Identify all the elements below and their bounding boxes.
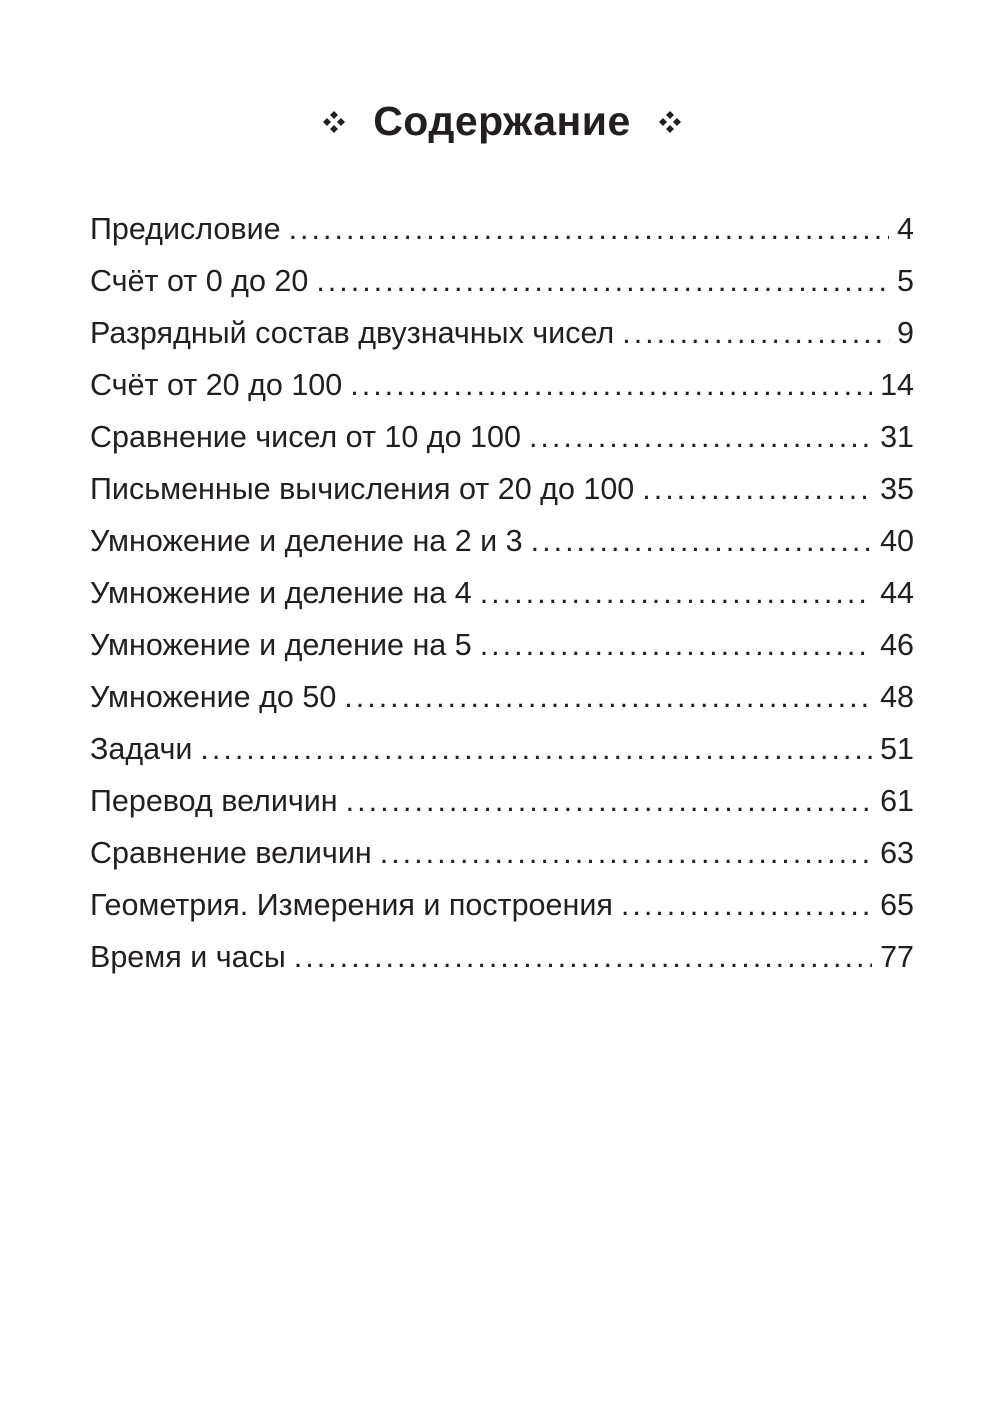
toc-entry-label: Умножение и деление на 2 и 3: [90, 524, 523, 558]
toc-entry-page: 44: [880, 576, 914, 610]
toc-entry-label: Сравнение чисел от 10 до 100: [90, 420, 521, 454]
toc-entry-label: Счёт от 20 до 100: [90, 368, 343, 402]
dot-leader: [350, 362, 872, 408]
toc-entry[interactable]: [90, 518, 914, 570]
toc-entry[interactable]: [90, 778, 914, 830]
toc-entry-label: Письменные вычисления от 20 до 100: [90, 472, 635, 506]
dot-leader: [529, 414, 872, 460]
dot-leader: [316, 258, 889, 304]
toc-entry-label: Умножение до 50: [90, 680, 337, 714]
toc-entry-page: 35: [880, 472, 914, 506]
toc-entry-page: 77: [880, 940, 914, 974]
toc-entry[interactable]: [90, 726, 914, 778]
toc-entry-label: Геометрия. Измерения и построения: [90, 888, 613, 922]
toc-entry-page: 5: [897, 264, 914, 298]
dot-leader: [380, 830, 872, 876]
toc-entry[interactable]: [90, 310, 914, 362]
toc-entry-page: 9: [897, 316, 914, 350]
toc-entry[interactable]: [90, 570, 914, 622]
dot-leader: [480, 570, 872, 616]
toc-entry[interactable]: [90, 258, 914, 310]
toc-entry-page: 63: [880, 836, 914, 870]
toc-entry-label: Умножение и деление на 5: [90, 628, 472, 662]
toc-entry-label: Перевод величин: [90, 784, 338, 818]
dot-leader: [289, 206, 889, 252]
toc-entry-label: Сравнение величин: [90, 836, 372, 870]
toc-entry-label: Предисловие: [90, 212, 281, 246]
toc-entry-page: 65: [880, 888, 914, 922]
dot-leader: [294, 934, 872, 980]
toc-entry[interactable]: [90, 934, 914, 986]
toc-entry-page: 46: [880, 628, 914, 662]
toc-entry[interactable]: [90, 622, 914, 674]
toc-entry[interactable]: [90, 882, 914, 934]
toc-entry-label: Счёт от 0 до 20: [90, 264, 309, 298]
page-header: [0, 98, 1004, 145]
ornament-right-icon: [657, 109, 683, 135]
dot-leader: [621, 882, 872, 928]
toc-entry-page: 40: [880, 524, 914, 558]
toc-entry-label: Задачи: [90, 732, 193, 766]
toc-entry-page: 4: [897, 212, 914, 246]
toc-entry[interactable]: [90, 362, 914, 414]
toc-entry-page: 14: [880, 368, 914, 402]
ornament-left-icon: [321, 109, 347, 135]
dot-leader: [642, 466, 872, 512]
toc-entry[interactable]: [90, 830, 914, 882]
toc-entry-page: 31: [880, 420, 914, 454]
dot-leader: [480, 622, 872, 668]
toc-entry[interactable]: [90, 674, 914, 726]
toc-entry-label: Умножение и деление на 4: [90, 576, 472, 610]
toc-entry-label: Время и часы: [90, 940, 286, 974]
table-of-contents: [90, 206, 914, 986]
toc-entry-label: Разрядный состав двузначных чисел: [90, 316, 615, 350]
toc-entry[interactable]: [90, 466, 914, 518]
toc-entry-page: 61: [880, 784, 914, 818]
dot-leader: [622, 310, 889, 356]
dot-leader: [346, 778, 872, 824]
dot-leader: [344, 674, 872, 720]
toc-entry[interactable]: [90, 414, 914, 466]
dot-leader: [531, 518, 872, 564]
page-title: Содержание: [373, 98, 631, 144]
toc-entry-page: 51: [880, 732, 914, 766]
toc-entry[interactable]: [90, 206, 914, 258]
dot-leader: [200, 726, 872, 772]
toc-entry-page: 48: [880, 680, 914, 714]
